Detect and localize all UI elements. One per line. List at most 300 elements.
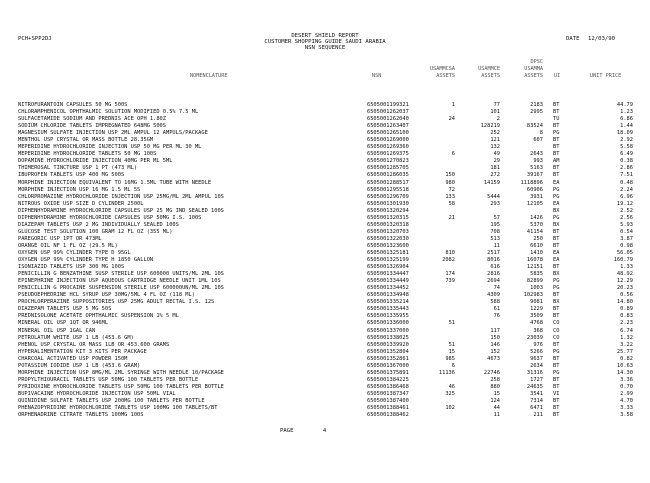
item-name: CHARCOAL ACTIVATED USP POWDER 150M — [18, 355, 128, 362]
table-row — [0, 271, 650, 278]
item-nsn: 6505001334452 — [367, 285, 409, 292]
item-usammce-assets: 61 — [493, 306, 500, 313]
item-name: DOPAMINE HYDROCHLORIDE INJECTION 40MG PER ML 5ML — [18, 158, 173, 165]
item-usammcsa-assets: 174 — [445, 271, 455, 278]
item-usammce-assets: 49 — [493, 151, 500, 158]
item-usamma-assets: 1229 — [530, 306, 543, 313]
table-row — [0, 299, 650, 306]
item-usammce-assets: 195 — [490, 221, 500, 228]
table-row — [0, 384, 650, 391]
item-unit-price: 1.33 — [620, 264, 633, 271]
item-usammcsa-assets: 72 — [448, 186, 455, 193]
item-name: MENTHOL USP CRYSTAL OR MASS BOTTLE 28.35GM — [18, 137, 154, 144]
item-unit-of-issue: BT — [553, 362, 560, 369]
item-nsn: 6505001338025 — [367, 334, 409, 341]
col-header-usammcsa: USAMMCSA — [430, 66, 455, 72]
item-name: MAGNESIUM SULFATE INJECTION USP 2ML AMPUL 12 AMPULS/PACKAGE — [18, 130, 208, 137]
item-name: PSEUDOEPHEDRINE HCL SYRUP USP 30MG/5ML 4 FL OZ (118 ML) — [18, 292, 195, 299]
item-unit-of-issue: BT — [553, 405, 560, 412]
table-row — [0, 356, 650, 363]
item-unit-price: 0.56 — [620, 292, 633, 299]
item-nsn: 6505001265100 — [367, 130, 409, 137]
item-unit-price: 0.38 — [620, 158, 633, 165]
item-unit-of-issue: BT — [553, 355, 560, 362]
item-unit-of-issue: PG — [553, 130, 560, 137]
item-usammce-assets: 128219 — [480, 123, 500, 130]
item-usammcsa-assets: 6 — [451, 151, 455, 158]
table-row — [0, 180, 650, 187]
item-unit-of-issue: BT — [553, 412, 560, 419]
item-usammce-assets: 880 — [490, 383, 500, 390]
item-unit-of-issue: BT — [553, 235, 560, 242]
table-row — [0, 109, 650, 116]
item-usamma-assets: 31316 — [526, 369, 543, 376]
table-row — [0, 328, 650, 335]
item-unit-price: 0.54 — [620, 228, 633, 235]
item-nsn: 6505001262037 — [367, 109, 409, 116]
item-nsn: 6505001334447 — [367, 271, 409, 278]
item-unit-of-issue: BX — [553, 207, 560, 214]
item-nsn: 6505001339920 — [367, 341, 409, 348]
item-name: MINERAL OIL USP 1QT OR 946ML — [18, 320, 109, 327]
table-row — [0, 236, 650, 243]
item-nsn: 6505001384225 — [367, 376, 409, 383]
item-usamma-assets: 12151 — [526, 264, 543, 271]
table-row — [0, 250, 650, 257]
item-usammce-assets: 11 — [493, 412, 500, 419]
item-unit-price: 19.12 — [616, 200, 633, 207]
item-name: THIMEROSAL TINCTURE USP 1 PT (473 ML) — [18, 165, 138, 172]
item-usammcsa-assets: 325 — [445, 390, 455, 397]
item-usammce-assets: 616 — [490, 264, 500, 271]
item-unit-price: 56.05 — [616, 249, 633, 256]
item-usammce-assets: 4673 — [487, 355, 500, 362]
item-unit-of-issue: BT — [553, 376, 560, 383]
table-row — [0, 201, 650, 208]
item-nsn: 6505001320703 — [367, 228, 409, 235]
item-name: HYPERALIMENTATION KIT 3 KITS PER PACKAGE — [18, 348, 147, 355]
item-usamma-assets: 3509 — [530, 313, 543, 320]
item-usamma-assets: 3541 — [530, 390, 543, 397]
table-row — [0, 306, 650, 313]
item-usamma-assets: 9081 — [530, 299, 543, 306]
item-name: MINERAL OIL USP 1GAL CAN — [18, 327, 96, 334]
table-row — [0, 187, 650, 194]
item-usamma-assets: 7314 — [530, 397, 543, 404]
item-usamma-assets: 2995 — [530, 109, 543, 116]
item-unit-of-issue: BX — [553, 299, 560, 306]
item-usammce-assets: 2 — [496, 116, 500, 123]
item-unit-of-issue: BT — [553, 151, 560, 158]
page-number: 4 — [322, 428, 327, 434]
item-unit-price: 5.93 — [620, 221, 633, 228]
item-unit-price: 3.87 — [620, 235, 633, 242]
item-usamma-assets: 60906 — [526, 186, 543, 193]
item-nsn: 6505001386468 — [367, 383, 409, 390]
item-nsn: 6505001320294 — [367, 207, 409, 214]
table-row — [0, 243, 650, 250]
item-usamma-assets: 102983 — [523, 292, 543, 299]
item-name: PROCHLORPERAZINE SUPPOSITORIES USP 25MG ADULT RECTAL I.S. 12S — [18, 299, 215, 306]
col-header-usammce: USAMMCE — [478, 66, 500, 72]
item-usammce-assets: 57 — [493, 214, 500, 221]
item-usammcsa-assets: 24 — [448, 116, 455, 123]
item-nsn: 6505001337000 — [367, 327, 409, 334]
item-unit-price: 0.98 — [620, 242, 633, 249]
item-unit-price: 3.58 — [620, 412, 633, 419]
item-usammcsa-assets: 51 — [448, 320, 455, 327]
item-unit-price: 2.24 — [620, 186, 633, 193]
item-usammce-assets: 2517 — [487, 249, 500, 256]
item-usammce-assets: 101 — [490, 109, 500, 116]
item-unit-of-issue: CO — [553, 334, 560, 341]
item-usammce-assets: 132 — [490, 144, 500, 151]
item-usamma-assets: 607 — [533, 137, 543, 144]
item-name: NITROFURANTOIN CAPSULES 50 MG 500S — [18, 102, 128, 108]
item-name: POTASSIUM IODIDE USP 1 LB (453.6 GRAM) — [18, 362, 141, 369]
item-usamma-assets: 250 — [533, 235, 543, 242]
item-unit-of-issue: EA — [553, 257, 560, 264]
date-label: DATE — [566, 36, 580, 42]
item-usamma-assets: 976 — [533, 341, 543, 348]
item-name: QUINIDINE SULFATE TABLETS USP 200MG 100 TABLETS PER BOTTLE — [18, 397, 205, 404]
item-usammcsa-assets: 15 — [448, 348, 455, 355]
item-usammce-assets: 258 — [490, 376, 500, 383]
item-nsn: 6505001335214 — [367, 299, 409, 306]
item-usammcsa-assets: 102 — [445, 405, 455, 412]
item-nsn: 6505001335955 — [367, 313, 409, 320]
item-unit-price: 2.86 — [620, 165, 633, 172]
item-unit-price: 10.63 — [616, 362, 633, 369]
table-row — [0, 377, 650, 384]
item-usammce-assets: 22746 — [483, 369, 500, 376]
table-row — [0, 398, 650, 405]
table-row — [0, 257, 650, 264]
item-unit-price: 20.23 — [616, 285, 633, 292]
item-name: DIAZEPAM TABLETS USP 5 MG 50S — [18, 306, 112, 313]
item-usamma-assets: 5835 — [530, 271, 543, 278]
report-id: PCH+SPP2DJ — [18, 36, 52, 42]
item-nsn: 6505001320318 — [367, 221, 409, 228]
item-unit-of-issue: BT — [553, 242, 560, 249]
item-usammce-assets: 44 — [493, 405, 500, 412]
item-usamma-assets: 6471 — [530, 405, 543, 412]
item-unit-of-issue: PG — [553, 369, 560, 376]
item-unit-price: 3.36 — [620, 376, 633, 383]
table-row — [0, 391, 650, 398]
item-usamma-assets: 3931 — [530, 193, 543, 200]
item-usamma-assets: 39167 — [526, 172, 543, 179]
table-row — [0, 349, 650, 356]
item-usammcsa-assets: 51 — [448, 341, 455, 348]
item-usammce-assets: 76 — [493, 313, 500, 320]
item-unit-of-issue: EA — [553, 249, 560, 256]
item-unit-price: 5.58 — [620, 144, 633, 151]
item-unit-of-issue: BT — [553, 165, 560, 172]
item-nsn: 6505001335443 — [367, 306, 409, 313]
item-unit-price: 2.52 — [620, 207, 633, 214]
item-unit-price: 3.22 — [620, 341, 633, 348]
item-nsn: 6505001352804 — [367, 348, 409, 355]
item-nsn: 6505001269000 — [367, 137, 409, 144]
table-row — [0, 335, 650, 342]
item-usammce-assets: 77 — [493, 102, 500, 108]
item-name: PROPYLTHIOURACIL TABLETS USP 50MG 100 TABLETS PER BOTTLE — [18, 376, 199, 383]
item-unit-of-issue: PG — [553, 193, 560, 200]
item-unit-of-issue: EA — [553, 179, 560, 186]
item-usammce-assets: 150 — [490, 334, 500, 341]
item-name: PREDNISOLONE ACETATE OPHTHALMIC SUSPENSION 1% 5 ML — [18, 313, 179, 320]
item-unit-of-issue: PG — [553, 214, 560, 221]
item-name: MEPERIDINE HYDROCHLORIDE TABLETS 50 MG 100S — [18, 151, 157, 158]
item-nsn: 6505001388462 — [367, 412, 409, 419]
item-usammce-assets: 272 — [490, 172, 500, 179]
item-usammce-assets: 124 — [490, 397, 500, 404]
item-name: SODIUM CHLORIDE TABLETS IMPREGNATED 648MG 500S — [18, 123, 166, 130]
item-unit-of-issue: BX — [553, 221, 560, 228]
item-unit-price: 1.44 — [620, 123, 633, 130]
item-unit-of-issue: BT — [553, 383, 560, 390]
item-unit-price: 2.92 — [620, 137, 633, 144]
item-usamma-assets: 5266 — [530, 348, 543, 355]
item-unit-price: 2.23 — [620, 320, 633, 327]
table-row — [0, 194, 650, 201]
item-name: PYRIDOXINE HYDROCHLORIDE TABLETS USP 50MG 100 TABLETS PER BOTTLE — [18, 383, 224, 390]
item-name: BUPIVACAINE HYDROCHLORIDE INJECTION USP 50ML VIAL — [18, 390, 176, 397]
item-usamma-assets: 2643 — [530, 151, 543, 158]
item-name: DIPHENHYDRAMINE HYDROCHLORIDE CAPSULES USP 50MG I.S. 100S — [18, 214, 202, 221]
col-header-usamma: USAMMA — [524, 66, 543, 72]
item-usammce-assets: 5444 — [487, 193, 500, 200]
item-name: OXYGEN USP 99% CYLINDER TYPE H 1850 GALLON — [18, 257, 154, 264]
item-usamma-assets: 211 — [533, 412, 543, 419]
item-unit-price: 2.99 — [620, 390, 633, 397]
item-usammce-assets: 117 — [490, 327, 500, 334]
item-name: ORPHENADRINE CITRATE TABLETS 100MG 100S — [18, 412, 144, 419]
table-row — [0, 320, 650, 327]
item-unit-of-issue: VI — [553, 390, 560, 397]
item-nsn: 6505001387400 — [367, 397, 409, 404]
col-header-dpsc: DPSC — [530, 59, 543, 65]
item-unit-price: 14.30 — [616, 369, 633, 376]
table-row — [0, 278, 650, 285]
item-usammce-assets: 588 — [490, 299, 500, 306]
item-name: DIPHENHYDRAMINE HYDROCHLORIDE CAPSULES USP 25 MG IND SEALED 100S — [18, 207, 224, 214]
item-usammce-assets: 2694 — [487, 278, 500, 285]
item-unit-of-issue: PG — [553, 285, 560, 292]
item-usamma-assets: 1003 — [530, 285, 543, 292]
item-name: EPINEPHRINE INJECTION USP AQUEOUS CARTRIDGE NEEDLE UNIT 1ML 10S — [18, 278, 221, 285]
item-usammcsa-assets: 810 — [445, 249, 455, 256]
item-unit-price: 6.96 — [620, 193, 633, 200]
item-usammce-assets: 14159 — [483, 179, 500, 186]
item-unit-of-issue: EA — [553, 200, 560, 207]
item-nsn: 6505001199321 — [367, 102, 409, 108]
item-unit-price: 6.86 — [620, 116, 633, 123]
item-name: MORPHINE INJECTION EQUIVALENT TO 16MG 1.5ML TUBE WITH NEEDLE — [18, 179, 212, 186]
item-usammcsa-assets: 21 — [448, 214, 455, 221]
item-unit-price: 1.23 — [620, 109, 633, 116]
item-usamma-assets: 1410 — [530, 249, 543, 256]
report-date: 12/03/90 — [588, 36, 615, 42]
item-name: DIAZEPAM TABLETS USP 2 MG INDIVIDUALLY SEALED 100S — [18, 221, 179, 228]
item-nsn: 6505001262040 — [367, 116, 409, 123]
item-usammce-assets: 152 — [490, 348, 500, 355]
item-usamma-assets: 24635 — [526, 383, 543, 390]
item-usamma-assets: 993 — [533, 158, 543, 165]
item-nsn: 6505001270823 — [367, 158, 409, 165]
item-unit-of-issue: BT — [553, 264, 560, 271]
table-row — [0, 264, 650, 271]
item-usamma-assets: 1727 — [530, 376, 543, 383]
item-name: NITROUS OXIDE USP SIZE D CYLINDER 2500L — [18, 200, 144, 207]
report-title: DESERT SHIELD REPORT — [291, 33, 359, 39]
item-unit-price: 3.33 — [620, 405, 633, 412]
col-header-ui: UI — [554, 73, 561, 79]
item-name: PENICILLIN G BENZATHINE SUSP STERILE USP 600000 UNITS/ML 2ML 10S — [18, 271, 224, 278]
item-unit-of-issue: BT — [553, 172, 560, 179]
item-name: ISONIAZID TABLETS USP 300 MG 100S — [18, 264, 125, 271]
item-usammcsa-assets: 58 — [448, 200, 455, 207]
item-usamma-assets: 12105 — [526, 200, 543, 207]
item-usammcsa-assets: 6 — [451, 362, 455, 369]
item-nsn: 6505001352861 — [367, 355, 409, 362]
item-unit-price: 44.79 — [616, 102, 633, 108]
item-unit-of-issue: TU — [553, 116, 560, 123]
item-unit-price: 0.82 — [620, 355, 633, 362]
item-nsn: 6505001334449 — [367, 278, 409, 285]
item-unit-price: 1.32 — [620, 334, 633, 341]
item-usammce-assets: 11 — [493, 242, 500, 249]
item-unit-of-issue: BT — [553, 292, 560, 299]
table-row — [0, 222, 650, 229]
item-nsn: 6505001295518 — [367, 186, 409, 193]
item-unit-of-issue: BX — [553, 271, 560, 278]
table-row — [0, 229, 650, 236]
item-nsn: 6505001322030 — [367, 235, 409, 242]
item-usamma-assets: 6610 — [530, 242, 543, 249]
item-nsn: 6505001375891 — [367, 369, 409, 376]
item-name: MORPHINE INJECTION USP 8MG/ML 2ML SYRINGE WITH NEEDLE 10/PACKAGE — [18, 369, 224, 376]
item-name: MEPERIDINE HYDROCHLORIDE INJECTION USP 50 MG PER ML 30 ML — [18, 144, 202, 151]
item-nsn: 6505001286035 — [367, 172, 409, 179]
table-row — [0, 363, 650, 370]
item-usammcsa-assets: 46 — [448, 383, 455, 390]
item-usamma-assets: 1426 — [530, 214, 543, 221]
item-nsn: 6505001388461 — [367, 405, 409, 412]
table-row — [0, 144, 650, 151]
table-row — [0, 116, 650, 123]
item-unit-of-issue: AM — [553, 158, 560, 165]
item-usammce-assets: 146 — [490, 341, 500, 348]
item-unit-price: 12.29 — [616, 278, 633, 285]
col-header-unit-price: UNIT PRICE — [590, 73, 622, 79]
item-usamma-assets: 5163 — [530, 165, 543, 172]
table-row — [0, 342, 650, 349]
item-usamma-assets: 5370 — [530, 221, 543, 228]
col-header-usamma-assets: ASSETS — [524, 73, 543, 79]
item-usammce-assets: 74 — [493, 285, 500, 292]
item-usammce-assets: 4309 — [487, 292, 500, 299]
item-unit-of-issue: BT — [553, 144, 560, 151]
item-usamma-assets: 23039 — [526, 334, 543, 341]
page-footer — [280, 428, 326, 434]
col-header-nsn: NSN — [372, 73, 382, 79]
item-unit-price: 4.70 — [620, 397, 633, 404]
item-usammcsa-assets: 133 — [445, 193, 455, 200]
report-sequence: NSN SEQUENCE — [304, 45, 346, 51]
item-usamma-assets: 2634 — [530, 362, 543, 369]
item-unit-of-issue: CO — [553, 327, 560, 334]
item-unit-of-issue: BT — [553, 341, 560, 348]
item-nsn: 6505001326904 — [367, 264, 409, 271]
table-row — [0, 313, 650, 320]
item-unit-price: 6.74 — [620, 327, 633, 334]
item-name: SULFACETAMIDE SODIUM AND PREDNIS ACE OPH 1.80Z — [18, 116, 166, 123]
item-unit-of-issue: BT — [553, 306, 560, 313]
item-nsn: 6505001301930 — [367, 200, 409, 207]
table-row — [0, 137, 650, 144]
table-row — [0, 208, 650, 215]
table-row — [0, 172, 650, 179]
item-name: PENICILLIN G PROCAINE SUSPENSION STERILE USP 600000UN/ML 2ML 10S — [18, 285, 224, 292]
item-usammce-assets: 252 — [490, 130, 500, 137]
item-nsn: 6505001367000 — [367, 362, 409, 369]
item-usamma-assets: 16078 — [526, 257, 543, 264]
table-row — [0, 412, 650, 419]
item-unit-price: 14.80 — [616, 299, 633, 306]
item-usamma-assets: 2183 — [530, 102, 543, 108]
item-unit-price: 48.92 — [616, 271, 633, 278]
report-subtitle: CUSTOMER SHOPPING GUIDE SAUDI ARABIA — [264, 39, 386, 45]
item-unit-of-issue: BT — [553, 397, 560, 404]
item-usammce-assets: 121 — [490, 137, 500, 144]
item-usammcsa-assets: 150 — [445, 172, 455, 179]
table-row — [0, 102, 650, 109]
item-nsn: 6505001334948 — [367, 292, 409, 299]
table-row — [0, 285, 650, 292]
item-name: PETROLATUM WHITE USP 1 LB (453.6 GM) — [18, 334, 134, 341]
item-nsn: 6505001323600 — [367, 242, 409, 249]
item-nsn: 6505001296709 — [367, 193, 409, 200]
item-usammce-assets: 708 — [490, 228, 500, 235]
item-unit-of-issue: BT — [553, 109, 560, 116]
col-header-usammce-assets: ASSETS — [481, 73, 500, 79]
item-unit-price: 25.77 — [616, 348, 633, 355]
item-unit-price: 0.48 — [620, 179, 633, 186]
item-unit-of-issue: BT — [553, 123, 560, 130]
item-unit-price: 0.70 — [620, 383, 633, 390]
item-unit-price: 0.89 — [620, 306, 633, 313]
item-usamma-assets: 1118896 — [520, 179, 543, 186]
item-unit-price: 7.51 — [620, 172, 633, 179]
item-name: PHENAZOPYRIDINE HYDROCHLORIDE TABLETS USP 100MG 100 TABLETS/BT — [18, 405, 218, 412]
item-usammce-assets: 29 — [493, 158, 500, 165]
table-row — [0, 292, 650, 299]
table-row — [0, 165, 650, 172]
item-usammce-assets: 513 — [490, 235, 500, 242]
item-usammcsa-assets: 11136 — [438, 369, 455, 376]
item-usamma-assets: 82899 — [526, 278, 543, 285]
item-unit-price: 6.49 — [620, 151, 633, 158]
item-usammce-assets: 293 — [490, 200, 500, 207]
item-name: OXYGEN USP 99% CYLINDER TYPE D 95GL — [18, 249, 131, 256]
item-nsn: 6505001263407 — [367, 123, 409, 130]
item-usammcsa-assets: 739 — [445, 278, 455, 285]
item-nsn: 6505001269360 — [367, 144, 409, 151]
table-row — [0, 151, 650, 158]
table-row — [0, 130, 650, 137]
